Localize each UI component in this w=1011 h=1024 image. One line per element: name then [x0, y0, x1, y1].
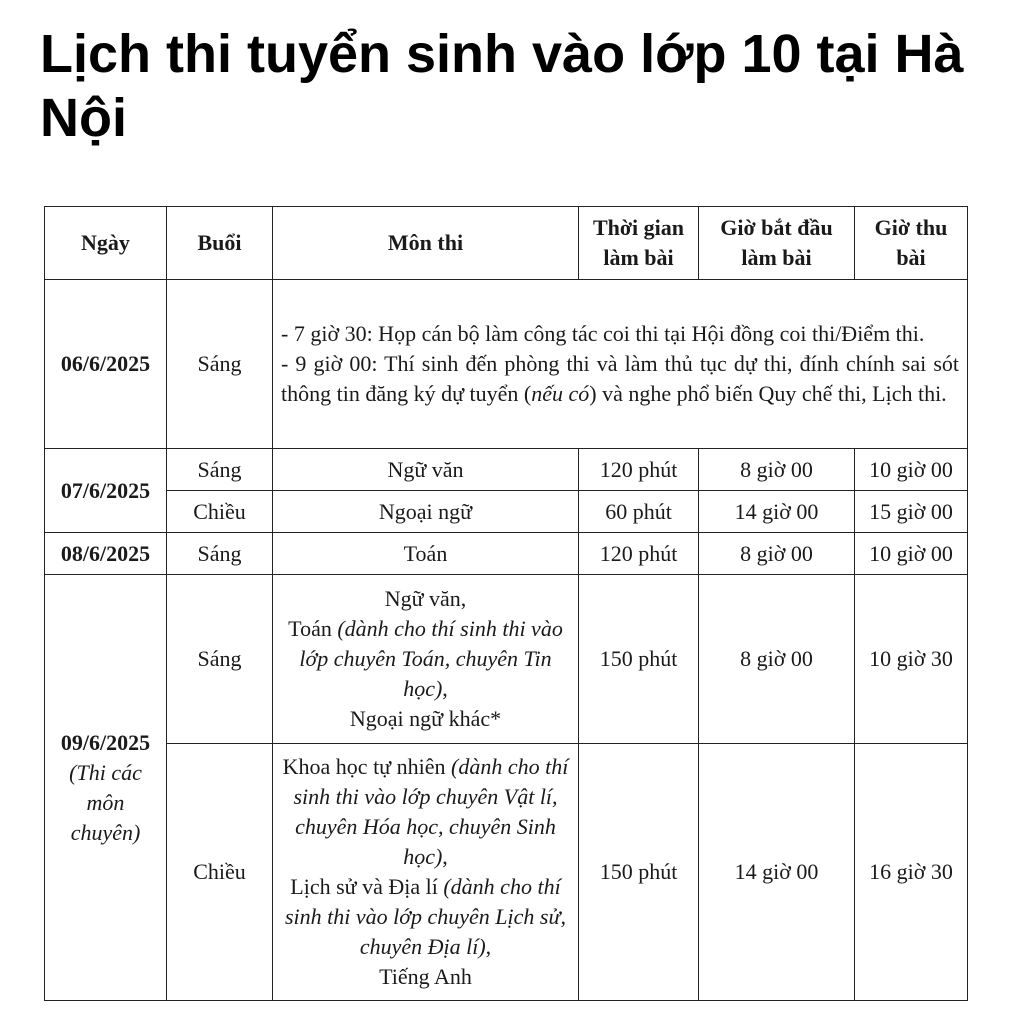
header-row	[45, 207, 968, 280]
table-row	[45, 575, 968, 744]
session-cell: Sáng	[167, 449, 273, 491]
start-time-cell: 8 giờ 00	[699, 449, 855, 491]
subject-text: Khoa học tự nhiên	[282, 754, 451, 779]
header-subject: Môn thi	[273, 207, 579, 280]
notice-text: - 9 giờ 00: Thí sinh đến phòng thi và làm thủ tục dự thi, đính chính sai sót thông tin đăng ký dự tuyển (	[281, 351, 959, 406]
date-text: 09/6/2025	[60, 729, 151, 755]
subject-note: (dành cho thí sinh thi vào lớp chuyên Vật lí, chuyên Hóa học, chuyên Sinh học)	[293, 754, 569, 869]
subject-text: ,	[442, 844, 448, 869]
end-time-cell: 10 giờ 00	[855, 533, 968, 575]
end-time-cell: 10 giờ 30	[855, 575, 968, 744]
duration-cell: 150 phút	[579, 575, 699, 744]
subject-text: Lịch sử và Địa lí	[290, 874, 444, 899]
notice-italic: nếu có	[531, 381, 590, 406]
session-cell: Sáng	[167, 575, 273, 744]
duration-cell: 60 phút	[579, 491, 699, 533]
start-time-cell: 8 giờ 00	[699, 575, 855, 744]
subject-text: Toán	[288, 616, 338, 641]
table-row	[45, 491, 968, 533]
subject-line	[279, 872, 572, 962]
table-row	[45, 449, 968, 491]
subject-line: Tiếng Anh	[379, 964, 472, 989]
header-session: Buổi	[167, 207, 273, 280]
header-duration: Thời gian làm bài	[579, 207, 699, 280]
session-cell: Sáng	[167, 280, 273, 449]
table-row	[45, 744, 968, 1001]
start-time-cell: 14 giờ 00	[699, 491, 855, 533]
subject-cell: Ngữ văn	[273, 449, 579, 491]
date-cell	[45, 575, 167, 1001]
header-start-time: Giờ bắt đầu làm bài	[699, 207, 855, 280]
subject-line: Ngữ văn,	[384, 586, 467, 611]
subject-text: ,	[442, 676, 448, 701]
session-cell: Chiều	[167, 744, 273, 1001]
subject-cell: Toán	[273, 533, 579, 575]
page-title: Lịch thi tuyển sinh vào lớp 10 tại Hà Nội	[40, 24, 964, 148]
exam-schedule-table	[44, 206, 968, 1001]
subject-note: (dành cho thí sinh thi vào lớp chuyên Toán, chuyên Tin học)	[299, 616, 563, 701]
notice-line-2	[281, 349, 959, 409]
table-row	[45, 280, 968, 449]
duration-cell: 150 phút	[579, 744, 699, 1001]
date-cell: 06/6/2025	[45, 280, 167, 449]
notice-cell	[273, 280, 968, 449]
notice-text: ) và nghe phổ biến Quy chế thi, Lịch thi.	[589, 381, 947, 406]
session-cell: Chiều	[167, 491, 273, 533]
end-time-cell: 15 giờ 00	[855, 491, 968, 533]
duration-cell: 120 phút	[579, 533, 699, 575]
table-row	[45, 533, 968, 575]
subject-line	[279, 614, 572, 704]
subject-cell	[273, 575, 579, 744]
subject-note: (dành cho thí sinh thi vào lớp chuyên Lịch sử, chuyên Địa lí)	[285, 874, 566, 959]
start-time-cell: 14 giờ 00	[699, 744, 855, 1001]
end-time-cell: 10 giờ 00	[855, 449, 968, 491]
date-cell: 08/6/2025	[45, 533, 167, 575]
header-day: Ngày	[45, 207, 167, 280]
duration-cell: 120 phút	[579, 449, 699, 491]
subject-cell: Ngoại ngữ	[273, 491, 579, 533]
subject-line	[279, 752, 572, 872]
notice-line-1: - 7 giờ 30: Họp cán bộ làm công tác coi thi tại Hội đồng coi thi/Điểm thi.	[281, 321, 925, 346]
subject-text: ,	[485, 934, 492, 959]
subject-cell	[273, 744, 579, 1001]
header-end-time: Giờ thu bài	[855, 207, 968, 280]
start-time-cell: 8 giờ 00	[699, 533, 855, 575]
date-cell: 07/6/2025	[45, 449, 167, 533]
session-cell: Sáng	[167, 533, 273, 575]
end-time-cell: 16 giờ 30	[855, 744, 968, 1001]
subject-line: Ngoại ngữ khác*	[349, 706, 502, 731]
date-note: (Thi các môn chuyên)	[69, 759, 142, 845]
